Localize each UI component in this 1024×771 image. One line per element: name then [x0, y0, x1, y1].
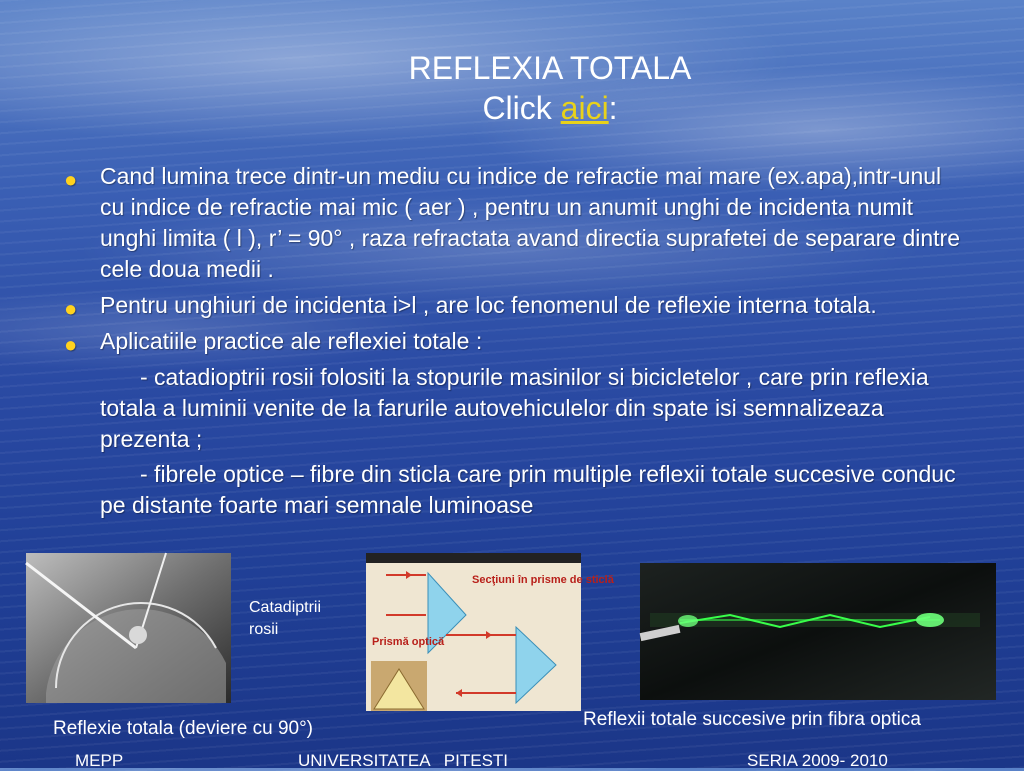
click-text: Click — [482, 90, 561, 126]
bullet-dot-icon: ● — [64, 167, 78, 192]
bullet-item — [60, 326, 960, 357]
slide-subtitle — [300, 88, 800, 128]
bullet-item — [60, 290, 960, 321]
catadioptrii-label: Catadiptrii rosii — [249, 599, 322, 638]
optical-fiber-photo — [640, 563, 996, 700]
slide-content — [60, 161, 960, 525]
bullet-dot-icon: ● — [64, 332, 78, 357]
bullet-item — [60, 161, 960, 285]
bullet-text: Cand lumina trece dintr-un mediu cu indice de refractie mai mare (ex.apa),intr-unul cu indice de refractie mai mic ( aer ) , pentru un anumit unghi de incidenta numit unghi limita ( l ), r’ = 90° , raza refractata avand directia suprafetei de separare dintre cele doua medii . — [100, 163, 960, 282]
prism-label-top: Secţiuni în prisme de sticlă — [472, 574, 614, 586]
bullet-text: Aplicatiile practice ale reflexiei totale : — [100, 328, 483, 354]
slide-title: REFLEXIA TOTALA — [408, 50, 692, 86]
semicircle-prism-photo — [26, 553, 231, 703]
bullet-text: Pentru unghiuri de incidenta i>l , are loc fenomenul de reflexie interna totala. — [100, 292, 877, 318]
caption-right: Reflexii totale succesive prin fibra optica — [583, 709, 921, 730]
footer-left: MEPP — [75, 751, 124, 770]
sub-item-text: - catadioptrii rosii folositi la stopurile masinilor si bicicletelor , care prin reflexia totala a luminii venite de la farurile autovehiculelor din spate isi semnalizeaza prezenta ; — [100, 364, 929, 452]
bullet-dot-icon: ● — [64, 296, 78, 321]
sub-item-fibre — [60, 459, 960, 521]
colon-text: : — [608, 90, 618, 126]
prism-label-side: Prismă optică — [372, 636, 445, 648]
sub-item-catadioptrii — [60, 362, 960, 455]
footer-right: SERIA 2009- 2010 — [747, 751, 888, 770]
aici-link[interactable]: aici — [560, 90, 609, 126]
caption-left: Reflexie totala (deviere cu 90°) — [53, 718, 314, 739]
footer-center: UNIVERSITATEA PITESTI — [298, 751, 509, 770]
prism-diagram — [366, 553, 614, 711]
sub-item-text: - fibrele optice – fibre din sticla care prin multiple reflexii totale succesive conduc pe distante foarte mari semnale luminoase — [100, 461, 956, 518]
